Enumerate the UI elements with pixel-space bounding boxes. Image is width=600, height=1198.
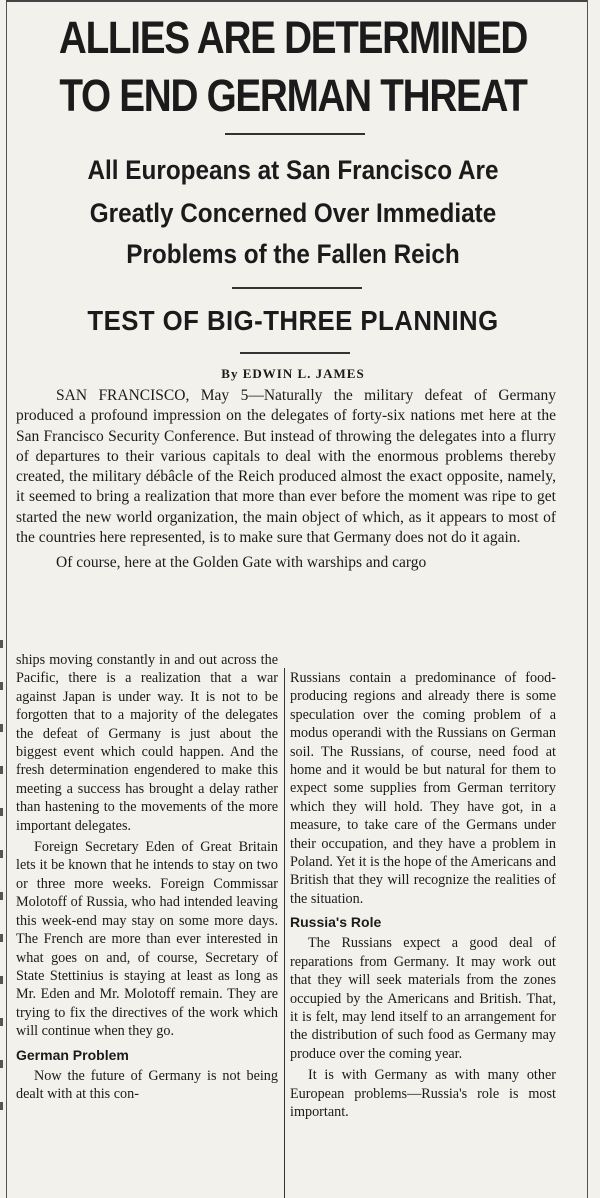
column-divider (284, 668, 285, 1198)
right-paragraph-3: It is with Germany as with many other European problems—Russia's role is most important. (290, 1067, 556, 1120)
right-paragraph-1: Russians contain a predominance of food-producing regions and already there is some speculation over the coming problem of a modus operandi with the Russians on German soil. The Russians, of course, need food at home and it would be but natural for them to expect some supplies from German territory which they will hold. They have got, in a measure, to take care of the Germans under their occupation, and they have a problem in Poland. Yet it is the hope of the Americans and British that they will recognize the realities of the situation. (290, 670, 556, 907)
right-column-rule (587, 0, 588, 1198)
second-paragraph-start: Of course, here at the Golden Gate with warships and cargo (56, 554, 427, 572)
margin-marks (0, 640, 5, 1144)
left-paragraph-1: ships moving constantly in and out across the Pacific, there is a realization that a war against Japan is under way. It is not to be forgotten that to a majority of the delegates the defeat of Germany is just about the biggest event which could happen. And the fresh determination engendered to make this meeting a success has brought a delay rather than hastening to the movements of the more important delegates. (16, 652, 278, 834)
deck-line-3: Problems of the Fallen Reich (126, 239, 460, 269)
deck-rule-3 (240, 352, 350, 354)
right-column (290, 669, 556, 1121)
deck-line-1: All Europeans at San Francisco Are (87, 155, 499, 185)
russias-role-subhead: Russia's Role (290, 914, 382, 931)
deck-rule-2 (232, 287, 362, 289)
left-paragraph-3: Now the future of Germany is not being dealt with at this con- (16, 1067, 278, 1102)
left-paragraph-2: Foreign Secretary Eden of Great Britain lets it be known that he intends to stay on two or three more weeks. Foreign Commissar Molotoff of Russia, who had intended leaving this week-end may stay on some more days. The French are more than ever interested in what goes on and, of course, Secretary of State Stettinius is staying at least as long as Mr. Eden and Mr. Molotoff remain. They are trying to fix the directives of the work which will continue when they go. (16, 839, 278, 1040)
deck-line-2: Greatly Concerned Over Immediate (89, 198, 497, 228)
right-paragraph-2: The Russians expect a good deal of reparations from Germany. It may work out that they will seek materials from the zones occupied by the Americans and British. That, it is felt, may lend itself to an arrangement for the distribution of such food as Germany may produce over the coming year. (290, 935, 556, 1062)
headline-line-2: TO END GERMAN THREAT (59, 70, 527, 121)
top-rule (6, 0, 587, 2)
subhead: TEST OF BIG-THREE PLANNING (87, 305, 499, 336)
left-column (16, 651, 278, 1103)
byline: By EDWIN L. JAMES (221, 366, 365, 381)
left-column-rule (6, 0, 7, 1198)
lead-section (16, 386, 556, 579)
deck-rule-1 (225, 133, 365, 135)
lead-paragraph: SAN FRANCISCO, May 5—Naturally the military defeat of Germany produced a profound impression on the delegates of forty-six nations met here at the San Francisco Security Conference. But instead of throwing the delegates into a flurry of departures to their various capitals to deal with the enormous problems thereby created, the military débâcle of the Reich produced almost the exact opposite, namely, it seemed to bring a realization that more than ever before the moment was ripe to get started the new world organization, the main object of which, as it appears to most of the countries here represented, is to make sure that Germany does not do it again. (16, 387, 556, 547)
german-problem-subhead: German Problem (16, 1046, 129, 1063)
headline-line-1: ALLIES ARE DETERMINED (58, 12, 528, 63)
